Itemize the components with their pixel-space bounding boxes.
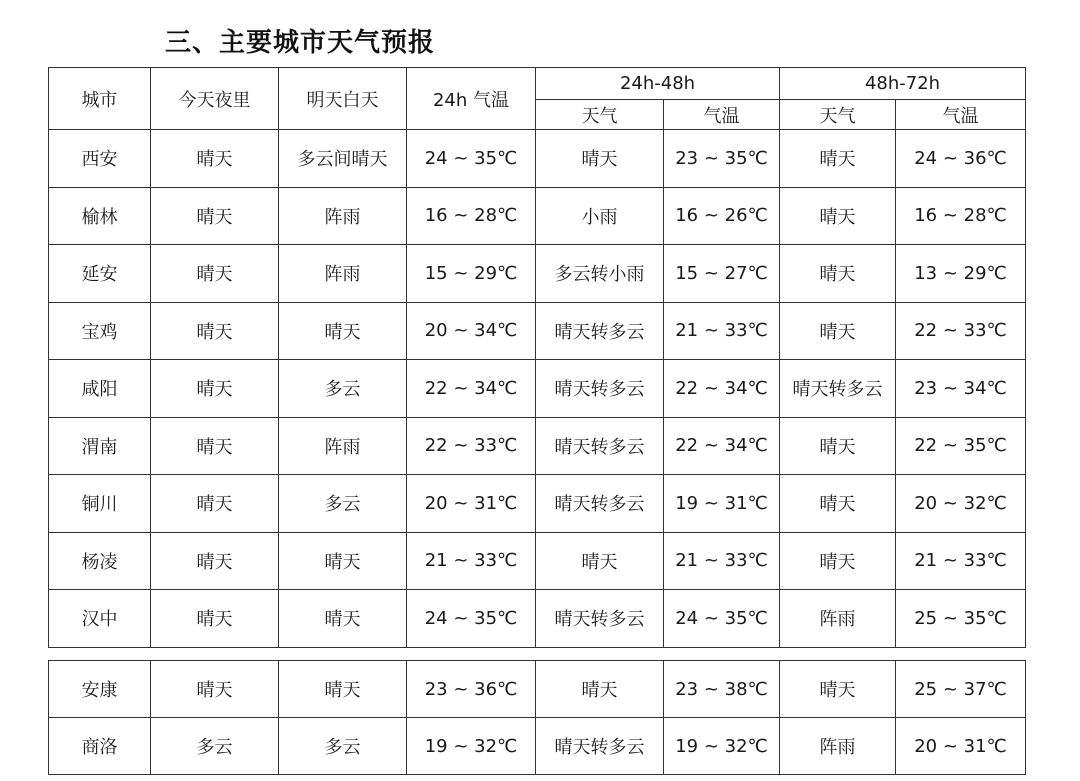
temp-48h-cell: 24 ~ 35℃	[664, 590, 780, 648]
temp-48h-cell: 23 ~ 38℃	[664, 661, 780, 718]
weather-48h-cell: 晴天	[536, 661, 664, 718]
weather-72h-cell: 晴天	[780, 302, 896, 360]
city-cell: 杨凌	[49, 532, 151, 590]
header-row	[49, 68, 1026, 100]
table-row	[49, 661, 1026, 718]
city-cell: 安康	[49, 661, 151, 718]
city-cell: 铜川	[49, 475, 151, 533]
temp-48h-cell: 19 ~ 32℃	[664, 718, 780, 775]
subheader-temp-72: 气温	[896, 100, 1026, 130]
weather-72h-cell: 晴天	[780, 532, 896, 590]
temp-72h-cell: 21 ~ 33℃	[896, 532, 1026, 590]
table-row	[49, 532, 1026, 590]
temp-72h-cell: 24 ~ 36℃	[896, 130, 1026, 188]
weather-48h-cell: 小雨	[536, 187, 664, 245]
city-cell: 延安	[49, 245, 151, 303]
tomorrow-day-cell: 阵雨	[279, 245, 407, 303]
table-row	[49, 302, 1026, 360]
temp-24h-cell: 22 ~ 34℃	[407, 360, 536, 418]
tonight-cell: 晴天	[151, 360, 279, 418]
weather-48h-cell: 多云转小雨	[536, 245, 664, 303]
weather-48h-cell: 晴天	[536, 130, 664, 188]
temp-24h-cell: 23 ~ 36℃	[407, 661, 536, 718]
subheader-weather-48: 天气	[536, 100, 664, 130]
subheader-weather-72: 天气	[780, 100, 896, 130]
tomorrow-day-cell: 阵雨	[279, 417, 407, 475]
tomorrow-day-cell: 晴天	[279, 661, 407, 718]
temp-72h-cell: 25 ~ 37℃	[896, 661, 1026, 718]
temp-48h-cell: 21 ~ 33℃	[664, 532, 780, 590]
tomorrow-day-cell: 多云间晴天	[279, 130, 407, 188]
weather-48h-cell: 晴天转多云	[536, 590, 664, 648]
temp-72h-cell: 22 ~ 33℃	[896, 302, 1026, 360]
header-tomorrow-day: 明天白天	[279, 68, 407, 130]
weather-72h-cell: 晴天	[780, 417, 896, 475]
tomorrow-day-cell: 晴天	[279, 532, 407, 590]
table-row	[49, 417, 1026, 475]
weather-72h-cell: 晴天	[780, 187, 896, 245]
temp-24h-cell: 16 ~ 28℃	[407, 187, 536, 245]
page-title: 三、主要城市天气预报	[165, 28, 436, 58]
city-cell: 西安	[49, 130, 151, 188]
temp-48h-cell: 21 ~ 33℃	[664, 302, 780, 360]
tomorrow-day-cell: 阵雨	[279, 187, 407, 245]
temp-24h-cell: 22 ~ 33℃	[407, 417, 536, 475]
weather-48h-cell: 晴天转多云	[536, 475, 664, 533]
temp-48h-cell: 23 ~ 35℃	[664, 130, 780, 188]
table-row	[49, 187, 1026, 245]
tonight-cell: 晴天	[151, 532, 279, 590]
forecast-table-continued	[48, 660, 1026, 775]
tonight-cell: 晴天	[151, 417, 279, 475]
temp-24h-cell: 19 ~ 32℃	[407, 718, 536, 775]
header-temp-24h: 24h 气温	[407, 68, 536, 130]
temp-72h-cell: 20 ~ 31℃	[896, 718, 1026, 775]
tonight-cell: 晴天	[151, 475, 279, 533]
temp-72h-cell: 25 ~ 35℃	[896, 590, 1026, 648]
header-period-48-72: 48h-72h	[780, 68, 1026, 100]
temp-24h-cell: 21 ~ 33℃	[407, 532, 536, 590]
table-row	[49, 475, 1026, 533]
temp-24h-cell: 15 ~ 29℃	[407, 245, 536, 303]
tonight-cell: 晴天	[151, 590, 279, 648]
temp-72h-cell: 23 ~ 34℃	[896, 360, 1026, 418]
table-row	[49, 245, 1026, 303]
weather-72h-cell: 晴天	[780, 130, 896, 188]
header-period-24-48: 24h-48h	[536, 68, 780, 100]
temp-24h-cell: 24 ~ 35℃	[407, 590, 536, 648]
tonight-cell: 晴天	[151, 661, 279, 718]
tomorrow-day-cell: 晴天	[279, 302, 407, 360]
temp-48h-cell: 16 ~ 26℃	[664, 187, 780, 245]
weather-72h-cell: 阵雨	[780, 590, 896, 648]
header-city: 城市	[49, 68, 151, 130]
tomorrow-day-cell: 多云	[279, 718, 407, 775]
temp-72h-cell: 16 ~ 28℃	[896, 187, 1026, 245]
weather-72h-cell: 晴天	[780, 661, 896, 718]
temp-72h-cell: 13 ~ 29℃	[896, 245, 1026, 303]
weather-48h-cell: 晴天转多云	[536, 417, 664, 475]
header-tonight: 今天夜里	[151, 68, 279, 130]
temp-48h-cell: 19 ~ 31℃	[664, 475, 780, 533]
tonight-cell: 晴天	[151, 245, 279, 303]
weather-72h-cell: 晴天	[780, 245, 896, 303]
weather-48h-cell: 晴天转多云	[536, 360, 664, 418]
table-row	[49, 360, 1026, 418]
city-cell: 宝鸡	[49, 302, 151, 360]
city-cell: 汉中	[49, 590, 151, 648]
forecast-table	[48, 67, 1026, 648]
temp-72h-cell: 20 ~ 32℃	[896, 475, 1026, 533]
temp-72h-cell: 22 ~ 35℃	[896, 417, 1026, 475]
city-cell: 渭南	[49, 417, 151, 475]
table-row	[49, 130, 1026, 188]
tonight-cell: 多云	[151, 718, 279, 775]
tonight-cell: 晴天	[151, 187, 279, 245]
city-cell: 商洛	[49, 718, 151, 775]
tonight-cell: 晴天	[151, 302, 279, 360]
temp-24h-cell: 20 ~ 34℃	[407, 302, 536, 360]
tomorrow-day-cell: 多云	[279, 475, 407, 533]
city-cell: 咸阳	[49, 360, 151, 418]
table-row	[49, 718, 1026, 775]
weather-72h-cell: 晴天转多云	[780, 360, 896, 418]
temp-48h-cell: 22 ~ 34℃	[664, 417, 780, 475]
temp-48h-cell: 15 ~ 27℃	[664, 245, 780, 303]
tonight-cell: 晴天	[151, 130, 279, 188]
temp-24h-cell: 20 ~ 31℃	[407, 475, 536, 533]
city-cell: 榆林	[49, 187, 151, 245]
subheader-temp-48: 气温	[664, 100, 780, 130]
tomorrow-day-cell: 多云	[279, 360, 407, 418]
temp-24h-cell: 24 ~ 35℃	[407, 130, 536, 188]
table-row	[49, 590, 1026, 648]
temp-48h-cell: 22 ~ 34℃	[664, 360, 780, 418]
weather-72h-cell: 阵雨	[780, 718, 896, 775]
weather-48h-cell: 晴天转多云	[536, 302, 664, 360]
weather-48h-cell: 晴天转多云	[536, 718, 664, 775]
weather-48h-cell: 晴天	[536, 532, 664, 590]
weather-72h-cell: 晴天	[780, 475, 896, 533]
tomorrow-day-cell: 晴天	[279, 590, 407, 648]
